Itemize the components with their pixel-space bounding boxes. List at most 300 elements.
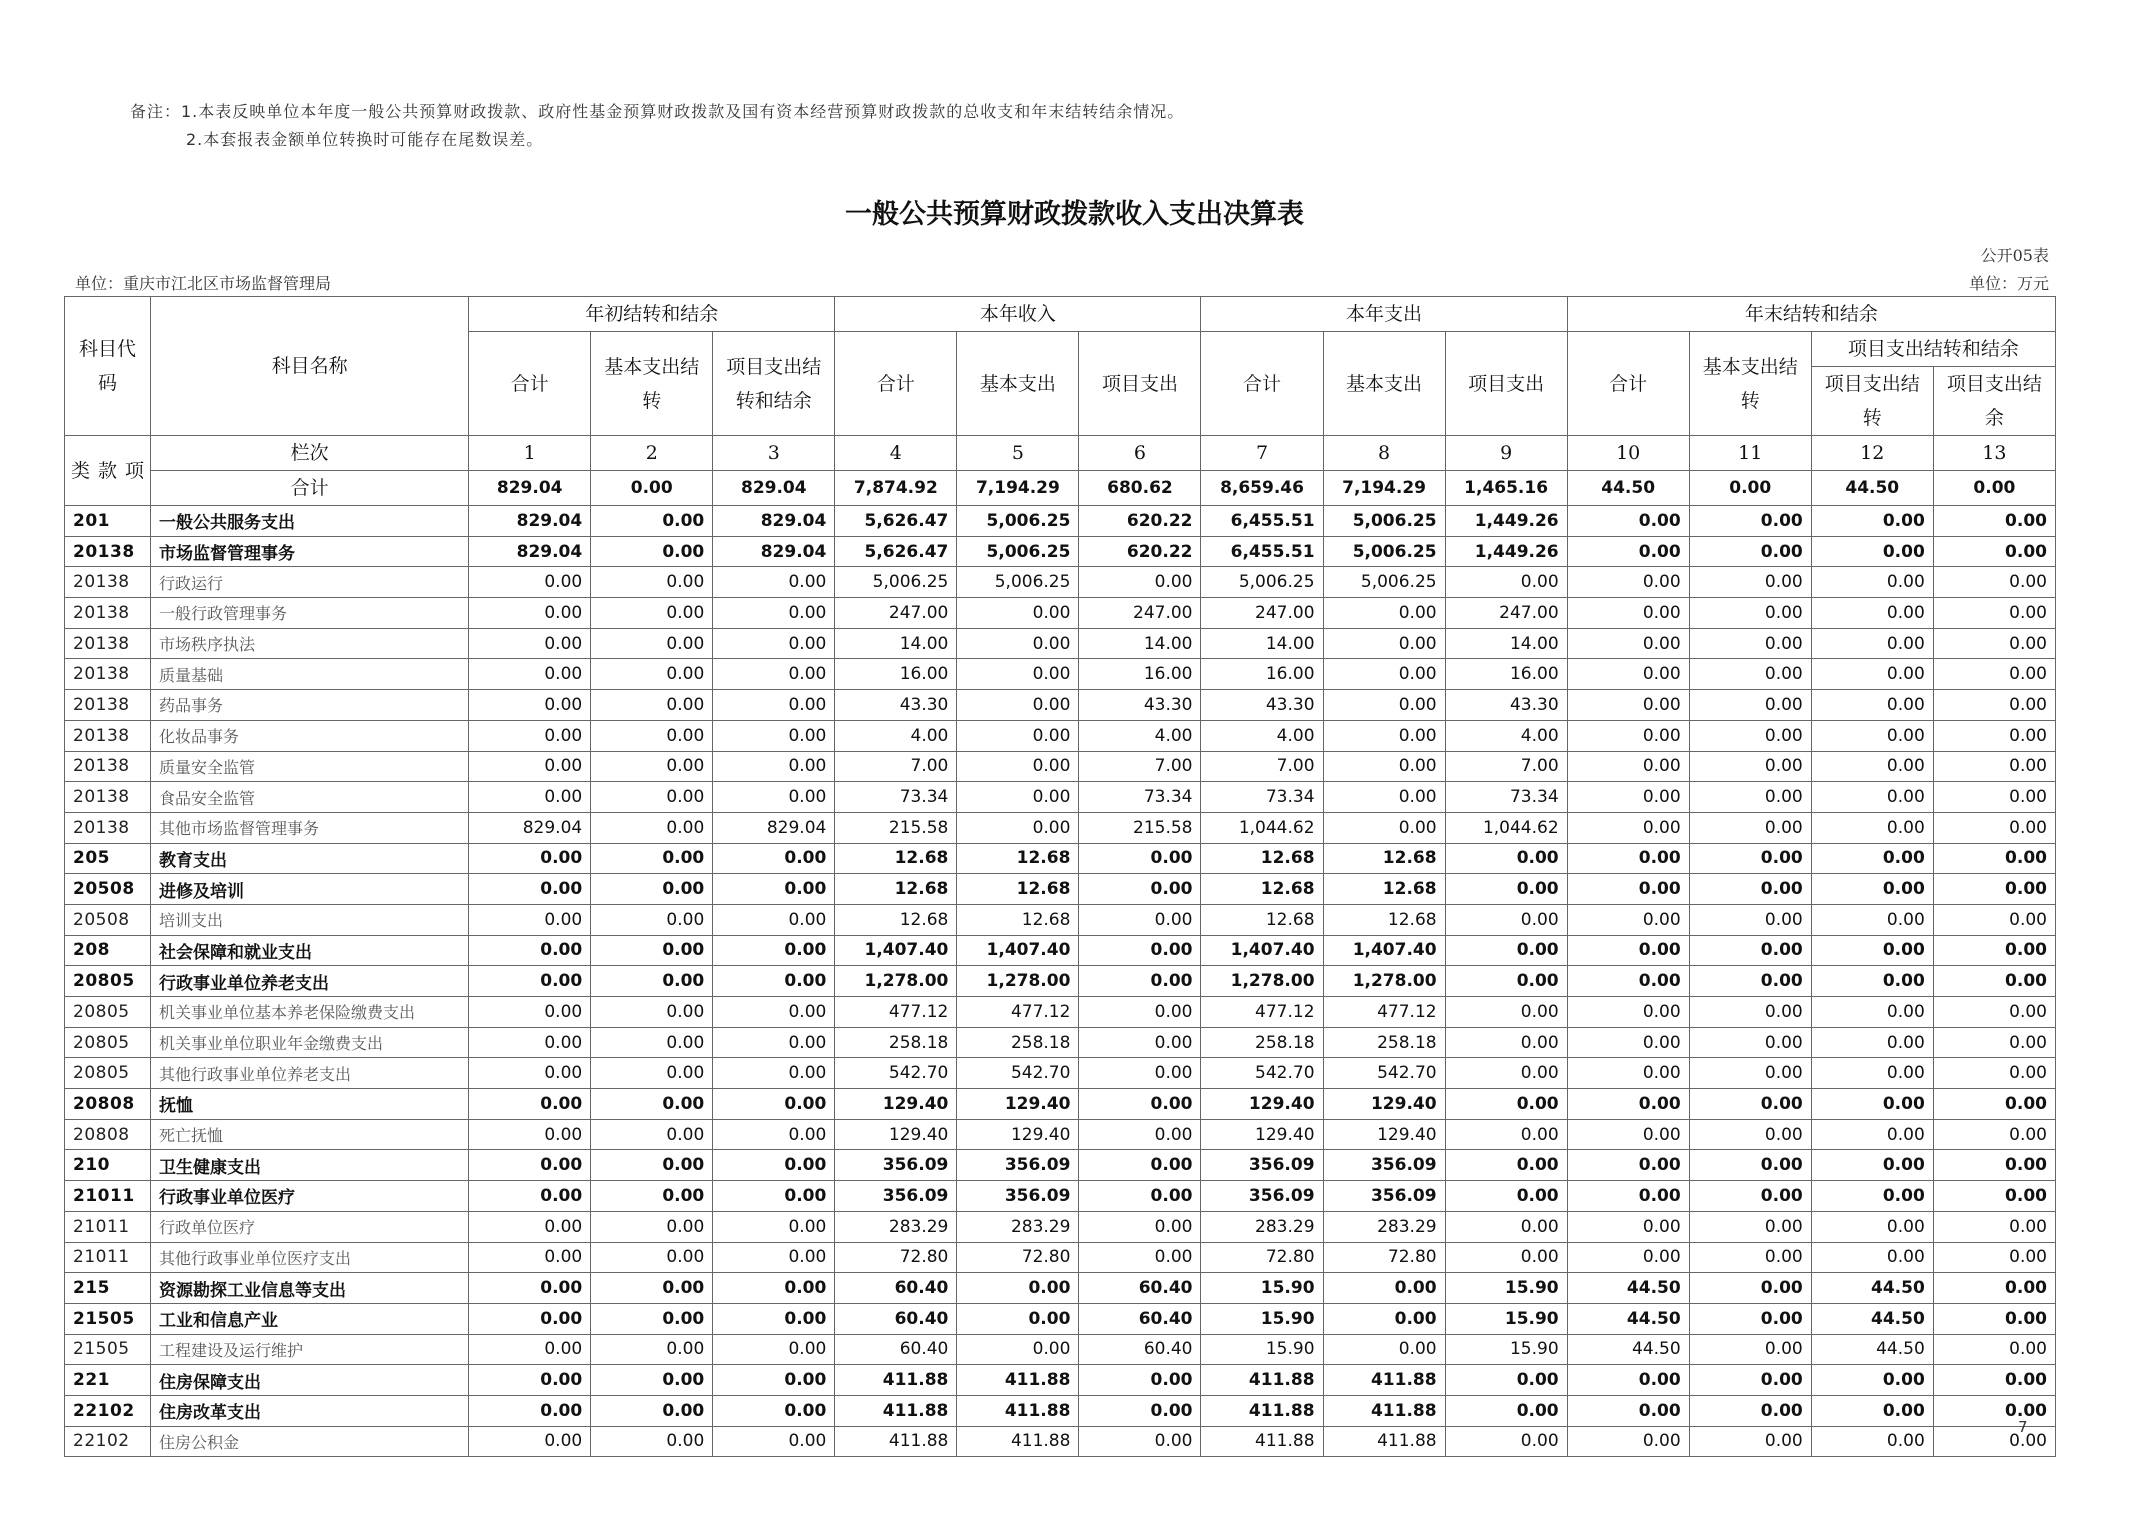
amount-cell: 1,407.40 bbox=[835, 935, 957, 966]
subject-code: 21011 bbox=[65, 1242, 151, 1273]
amount-cell: 44.50 bbox=[1567, 1273, 1689, 1304]
amount-cell: 72.80 bbox=[1201, 1242, 1323, 1273]
amount-cell: 0.00 bbox=[713, 1303, 835, 1334]
amount-cell: 0.00 bbox=[1811, 782, 1933, 813]
amount-cell: 0.00 bbox=[469, 1334, 591, 1365]
amount-cell: 43.30 bbox=[1079, 690, 1201, 721]
amount-cell: 0.00 bbox=[1933, 1027, 2055, 1058]
header-subgroup-project: 项目支出结转和结余 bbox=[1811, 332, 2055, 367]
amount-cell: 0.00 bbox=[1811, 567, 1933, 598]
amount-cell: 0.00 bbox=[591, 1334, 713, 1365]
amount-cell: 6,455.51 bbox=[1201, 536, 1323, 567]
amount-cell: 0.00 bbox=[1811, 1089, 1933, 1120]
amount-cell: 0.00 bbox=[591, 1150, 713, 1181]
amount-cell: 0.00 bbox=[1445, 1242, 1567, 1273]
amount-cell: 0.00 bbox=[1811, 628, 1933, 659]
label-kuan: 款 bbox=[98, 459, 118, 482]
amount-cell: 0.00 bbox=[1933, 874, 2055, 905]
subject-code: 21505 bbox=[65, 1303, 151, 1334]
amount-cell: 0.00 bbox=[713, 843, 835, 874]
amount-cell: 0.00 bbox=[1445, 1365, 1567, 1396]
amount-cell: 44.50 bbox=[1811, 1273, 1933, 1304]
column-number: 7 bbox=[1201, 436, 1323, 471]
column-number-row bbox=[65, 436, 2056, 471]
amount-cell: 12.68 bbox=[1323, 904, 1445, 935]
amount-cell: 0.00 bbox=[1079, 1365, 1201, 1396]
amount-cell: 0.00 bbox=[1933, 1211, 2055, 1242]
amount-cell: 12.68 bbox=[1323, 843, 1445, 874]
amount-cell: 0.00 bbox=[1445, 1181, 1567, 1212]
amount-cell: 0.00 bbox=[1811, 812, 1933, 843]
subject-code: 22102 bbox=[65, 1395, 151, 1426]
amount-cell: 0.00 bbox=[1567, 536, 1689, 567]
amount-cell: 15.90 bbox=[1201, 1273, 1323, 1304]
amount-cell: 72.80 bbox=[957, 1242, 1079, 1273]
amount-cell: 0.00 bbox=[1567, 1211, 1689, 1242]
amount-cell: 0.00 bbox=[1567, 997, 1689, 1028]
amount-cell: 43.30 bbox=[1445, 690, 1567, 721]
total-value: 0.00 bbox=[1933, 471, 2055, 506]
subject-code: 21011 bbox=[65, 1211, 151, 1242]
subject-code: 20138 bbox=[65, 720, 151, 751]
subject-name: 进修及培训 bbox=[151, 874, 469, 905]
total-value: 829.04 bbox=[469, 471, 591, 506]
amount-cell: 0.00 bbox=[591, 1058, 713, 1089]
subject-code: 20508 bbox=[65, 874, 151, 905]
table-row bbox=[65, 1181, 2056, 1212]
amount-cell: 0.00 bbox=[591, 782, 713, 813]
amount-cell: 0.00 bbox=[1811, 1365, 1933, 1396]
amount-cell: 0.00 bbox=[1079, 1242, 1201, 1273]
amount-cell: 0.00 bbox=[1567, 628, 1689, 659]
amount-cell: 129.40 bbox=[835, 1119, 957, 1150]
amount-cell: 1,278.00 bbox=[835, 966, 957, 997]
amount-cell: 283.29 bbox=[1323, 1211, 1445, 1242]
subject-name: 培训支出 bbox=[151, 904, 469, 935]
amount-cell: 1,044.62 bbox=[1445, 812, 1567, 843]
subject-name: 其他行政事业单位养老支出 bbox=[151, 1058, 469, 1089]
amount-cell: 0.00 bbox=[1079, 874, 1201, 905]
amount-cell: 5,006.25 bbox=[835, 567, 957, 598]
amount-cell: 6,455.51 bbox=[1201, 506, 1323, 537]
subject-code: 21011 bbox=[65, 1181, 151, 1212]
amount-cell: 0.00 bbox=[1689, 598, 1811, 629]
subject-code: 205 bbox=[65, 843, 151, 874]
subject-name: 卫生健康支出 bbox=[151, 1150, 469, 1181]
amount-cell: 0.00 bbox=[713, 782, 835, 813]
amount-cell: 0.00 bbox=[1567, 782, 1689, 813]
subject-name: 行政事业单位医疗 bbox=[151, 1181, 469, 1212]
amount-cell: 0.00 bbox=[591, 567, 713, 598]
amount-cell: 0.00 bbox=[1933, 690, 2055, 721]
amount-cell: 5,006.25 bbox=[1323, 536, 1445, 567]
amount-cell: 215.58 bbox=[835, 812, 957, 843]
amount-cell: 60.40 bbox=[1079, 1334, 1201, 1365]
subject-code: 201 bbox=[65, 506, 151, 537]
subject-code: 22102 bbox=[65, 1426, 151, 1457]
amount-cell: 16.00 bbox=[1201, 659, 1323, 690]
header-basic-carry: 基本支出结转 bbox=[591, 332, 713, 436]
amount-cell: 1,449.26 bbox=[1445, 506, 1567, 537]
amount-cell: 0.00 bbox=[713, 1150, 835, 1181]
subject-name: 市场秩序执法 bbox=[151, 628, 469, 659]
header-group-income: 本年收入 bbox=[835, 297, 1201, 332]
amount-cell: 0.00 bbox=[591, 1303, 713, 1334]
amount-cell: 0.00 bbox=[1811, 1395, 1933, 1426]
total-row bbox=[65, 471, 2056, 506]
amount-cell: 411.88 bbox=[1323, 1395, 1445, 1426]
amount-cell: 0.00 bbox=[1323, 1273, 1445, 1304]
amount-cell: 0.00 bbox=[1689, 1395, 1811, 1426]
subject-name: 死亡抚恤 bbox=[151, 1119, 469, 1150]
column-number: 2 bbox=[591, 436, 713, 471]
amount-cell: 129.40 bbox=[1201, 1089, 1323, 1120]
amount-cell: 0.00 bbox=[1933, 1181, 2055, 1212]
amount-cell: 829.04 bbox=[713, 812, 835, 843]
amount-cell: 0.00 bbox=[957, 751, 1079, 782]
table-row bbox=[65, 1395, 2056, 1426]
amount-cell: 4.00 bbox=[1079, 720, 1201, 751]
total-value: 0.00 bbox=[1689, 471, 1811, 506]
amount-cell: 0.00 bbox=[469, 1242, 591, 1273]
amount-cell: 0.00 bbox=[1933, 904, 2055, 935]
subject-name: 食品安全监管 bbox=[151, 782, 469, 813]
amount-cell: 0.00 bbox=[1445, 1027, 1567, 1058]
amount-cell: 356.09 bbox=[1323, 1181, 1445, 1212]
subject-name: 住房保障支出 bbox=[151, 1365, 469, 1396]
table-row bbox=[65, 628, 2056, 659]
amount-cell: 0.00 bbox=[1567, 1242, 1689, 1273]
amount-cell: 0.00 bbox=[1689, 628, 1811, 659]
amount-cell: 0.00 bbox=[1323, 751, 1445, 782]
amount-cell: 829.04 bbox=[469, 536, 591, 567]
amount-cell: 0.00 bbox=[1567, 1058, 1689, 1089]
amount-cell: 15.90 bbox=[1445, 1303, 1567, 1334]
amount-cell: 12.68 bbox=[1201, 904, 1323, 935]
total-value: 680.62 bbox=[1079, 471, 1201, 506]
table-row bbox=[65, 598, 2056, 629]
amount-cell: 0.00 bbox=[591, 659, 713, 690]
amount-cell: 411.88 bbox=[957, 1395, 1079, 1426]
subject-code: 20138 bbox=[65, 782, 151, 813]
amount-cell: 0.00 bbox=[591, 935, 713, 966]
amount-cell: 7.00 bbox=[1201, 751, 1323, 782]
amount-cell: 0.00 bbox=[1689, 966, 1811, 997]
column-number: 11 bbox=[1689, 436, 1811, 471]
amount-cell: 0.00 bbox=[591, 506, 713, 537]
amount-cell: 0.00 bbox=[1567, 567, 1689, 598]
column-number: 1 bbox=[469, 436, 591, 471]
amount-cell: 0.00 bbox=[1811, 997, 1933, 1028]
amount-cell: 0.00 bbox=[591, 1181, 713, 1212]
amount-cell: 0.00 bbox=[591, 628, 713, 659]
header-total: 合计 bbox=[469, 332, 591, 436]
subject-code: 20138 bbox=[65, 690, 151, 721]
table-row bbox=[65, 1089, 2056, 1120]
amount-cell: 73.34 bbox=[1201, 782, 1323, 813]
subject-name: 社会保障和就业支出 bbox=[151, 935, 469, 966]
amount-cell: 44.50 bbox=[1567, 1303, 1689, 1334]
amount-cell: 0.00 bbox=[1689, 506, 1811, 537]
subject-name: 行政运行 bbox=[151, 567, 469, 598]
subject-code: 20138 bbox=[65, 598, 151, 629]
amount-cell: 1,278.00 bbox=[1323, 966, 1445, 997]
amount-cell: 0.00 bbox=[591, 1242, 713, 1273]
subject-name: 资源勘探工业信息等支出 bbox=[151, 1273, 469, 1304]
amount-cell: 0.00 bbox=[1079, 1058, 1201, 1089]
amount-cell: 0.00 bbox=[591, 1089, 713, 1120]
amount-cell: 129.40 bbox=[1323, 1119, 1445, 1150]
subject-name: 住房公积金 bbox=[151, 1426, 469, 1457]
amount-cell: 7.00 bbox=[1445, 751, 1567, 782]
table-row bbox=[65, 1211, 2056, 1242]
amount-cell: 477.12 bbox=[1323, 997, 1445, 1028]
amount-cell: 60.40 bbox=[835, 1334, 957, 1365]
amount-cell: 0.00 bbox=[713, 904, 835, 935]
amount-cell: 0.00 bbox=[1567, 720, 1689, 751]
amount-cell: 1,407.40 bbox=[957, 935, 1079, 966]
amount-cell: 411.88 bbox=[835, 1395, 957, 1426]
amount-cell: 0.00 bbox=[591, 997, 713, 1028]
amount-cell: 129.40 bbox=[1323, 1089, 1445, 1120]
amount-cell: 0.00 bbox=[1933, 598, 2055, 629]
amount-cell: 247.00 bbox=[1445, 598, 1567, 629]
amount-cell: 0.00 bbox=[1689, 1334, 1811, 1365]
amount-cell: 12.68 bbox=[957, 904, 1079, 935]
amount-cell: 0.00 bbox=[1689, 751, 1811, 782]
subject-code: 20138 bbox=[65, 751, 151, 782]
amount-cell: 0.00 bbox=[957, 628, 1079, 659]
amount-cell: 12.68 bbox=[1323, 874, 1445, 905]
table-row bbox=[65, 874, 2056, 905]
table-row bbox=[65, 1334, 2056, 1365]
amount-cell: 5,006.25 bbox=[1323, 567, 1445, 598]
amount-cell: 0.00 bbox=[1933, 567, 2055, 598]
amount-cell: 14.00 bbox=[1079, 628, 1201, 659]
amount-cell: 0.00 bbox=[1567, 812, 1689, 843]
column-number: 4 bbox=[835, 436, 957, 471]
amount-cell: 542.70 bbox=[957, 1058, 1079, 1089]
amount-cell: 1,278.00 bbox=[957, 966, 1079, 997]
amount-cell: 258.18 bbox=[957, 1027, 1079, 1058]
subject-code: 20508 bbox=[65, 904, 151, 935]
amount-cell: 0.00 bbox=[1689, 720, 1811, 751]
subject-code: 20138 bbox=[65, 536, 151, 567]
amount-cell: 0.00 bbox=[1811, 506, 1933, 537]
amount-cell: 215.58 bbox=[1079, 812, 1201, 843]
amount-cell: 0.00 bbox=[1323, 782, 1445, 813]
amount-cell: 12.68 bbox=[1201, 874, 1323, 905]
amount-cell: 0.00 bbox=[1567, 1181, 1689, 1212]
header-project: 项目支出 bbox=[1079, 332, 1201, 436]
amount-cell: 411.88 bbox=[1201, 1395, 1323, 1426]
amount-cell: 7.00 bbox=[835, 751, 957, 782]
amount-cell: 43.30 bbox=[1201, 690, 1323, 721]
table-row bbox=[65, 997, 2056, 1028]
amount-cell: 1,044.62 bbox=[1201, 812, 1323, 843]
amount-cell: 0.00 bbox=[957, 598, 1079, 629]
amount-cell: 356.09 bbox=[1323, 1150, 1445, 1181]
amount-cell: 258.18 bbox=[835, 1027, 957, 1058]
amount-cell: 0.00 bbox=[1933, 720, 2055, 751]
amount-cell: 411.88 bbox=[957, 1426, 1079, 1457]
header-basic-carry: 基本支出结转 bbox=[1689, 332, 1811, 436]
subject-code: 20805 bbox=[65, 966, 151, 997]
amount-cell: 0.00 bbox=[469, 659, 591, 690]
subject-code: 20805 bbox=[65, 997, 151, 1028]
amount-cell: 0.00 bbox=[1445, 874, 1567, 905]
column-number: 6 bbox=[1079, 436, 1201, 471]
amount-cell: 0.00 bbox=[591, 1211, 713, 1242]
amount-cell: 0.00 bbox=[1567, 966, 1689, 997]
amount-cell: 0.00 bbox=[1933, 1426, 2055, 1457]
subject-code: 20138 bbox=[65, 567, 151, 598]
amount-cell: 0.00 bbox=[1567, 843, 1689, 874]
amount-cell: 0.00 bbox=[469, 720, 591, 751]
amount-cell: 247.00 bbox=[1079, 598, 1201, 629]
amount-cell: 356.09 bbox=[835, 1181, 957, 1212]
total-value: 44.50 bbox=[1567, 471, 1689, 506]
amount-cell: 0.00 bbox=[591, 536, 713, 567]
table-header bbox=[65, 297, 2056, 506]
label-lei: 类 bbox=[71, 459, 91, 482]
amount-cell: 0.00 bbox=[1933, 1365, 2055, 1396]
amount-cell: 44.50 bbox=[1811, 1303, 1933, 1334]
amount-cell: 5,626.47 bbox=[835, 536, 957, 567]
amount-cell: 129.40 bbox=[957, 1089, 1079, 1120]
total-label: 合计 bbox=[151, 471, 469, 506]
amount-cell: 5,626.47 bbox=[835, 506, 957, 537]
amount-cell: 0.00 bbox=[713, 1089, 835, 1120]
subject-name: 行政单位医疗 bbox=[151, 1211, 469, 1242]
amount-cell: 5,006.25 bbox=[1201, 567, 1323, 598]
amount-cell: 283.29 bbox=[1201, 1211, 1323, 1242]
amount-cell: 0.00 bbox=[469, 628, 591, 659]
table-row bbox=[65, 966, 2056, 997]
amount-cell: 15.90 bbox=[1201, 1303, 1323, 1334]
amount-cell: 0.00 bbox=[713, 997, 835, 1028]
amount-cell: 129.40 bbox=[957, 1119, 1079, 1150]
amount-cell: 0.00 bbox=[469, 1089, 591, 1120]
table-row bbox=[65, 1027, 2056, 1058]
amount-cell: 60.40 bbox=[835, 1303, 957, 1334]
subject-code: 20805 bbox=[65, 1058, 151, 1089]
amount-cell: 0.00 bbox=[1567, 1150, 1689, 1181]
amount-cell: 0.00 bbox=[1811, 536, 1933, 567]
amount-cell: 0.00 bbox=[1079, 904, 1201, 935]
total-value: 8,659.46 bbox=[1201, 471, 1323, 506]
amount-cell: 0.00 bbox=[713, 1058, 835, 1089]
table-row bbox=[65, 1058, 2056, 1089]
amount-cell: 0.00 bbox=[1445, 904, 1567, 935]
amount-cell: 0.00 bbox=[713, 598, 835, 629]
amount-cell: 0.00 bbox=[1567, 598, 1689, 629]
amount-cell: 0.00 bbox=[1445, 935, 1567, 966]
amount-cell: 73.34 bbox=[1079, 782, 1201, 813]
column-number: 9 bbox=[1445, 436, 1567, 471]
total-value: 7,194.29 bbox=[1323, 471, 1445, 506]
subject-name: 化妆品事务 bbox=[151, 720, 469, 751]
amount-cell: 0.00 bbox=[713, 935, 835, 966]
amount-cell: 0.00 bbox=[1079, 1150, 1201, 1181]
amount-cell: 0.00 bbox=[1933, 628, 2055, 659]
amount-cell: 0.00 bbox=[469, 690, 591, 721]
amount-cell: 0.00 bbox=[1933, 935, 2055, 966]
amount-cell: 0.00 bbox=[469, 1181, 591, 1212]
amount-cell: 1,449.26 bbox=[1445, 536, 1567, 567]
amount-cell: 0.00 bbox=[1933, 1395, 2055, 1426]
amount-cell: 0.00 bbox=[1811, 904, 1933, 935]
amount-cell: 0.00 bbox=[591, 904, 713, 935]
amount-cell: 0.00 bbox=[713, 966, 835, 997]
amount-cell: 0.00 bbox=[591, 1119, 713, 1150]
amount-cell: 60.40 bbox=[1079, 1273, 1201, 1304]
amount-cell: 7.00 bbox=[1079, 751, 1201, 782]
amount-cell: 0.00 bbox=[957, 1303, 1079, 1334]
subject-name: 药品事务 bbox=[151, 690, 469, 721]
amount-cell: 0.00 bbox=[469, 1426, 591, 1457]
amount-cell: 0.00 bbox=[1689, 567, 1811, 598]
amount-cell: 0.00 bbox=[1323, 659, 1445, 690]
subject-code: 215 bbox=[65, 1273, 151, 1304]
amount-cell: 0.00 bbox=[1079, 997, 1201, 1028]
amount-cell: 0.00 bbox=[591, 751, 713, 782]
amount-cell: 0.00 bbox=[469, 874, 591, 905]
amount-cell: 0.00 bbox=[1323, 812, 1445, 843]
amount-cell: 0.00 bbox=[591, 1273, 713, 1304]
subject-code: 210 bbox=[65, 1150, 151, 1181]
amount-cell: 829.04 bbox=[469, 812, 591, 843]
table-row bbox=[65, 1273, 2056, 1304]
amount-cell: 0.00 bbox=[591, 874, 713, 905]
amount-cell: 0.00 bbox=[713, 874, 835, 905]
subject-name: 工程建设及运行维护 bbox=[151, 1334, 469, 1365]
table-row bbox=[65, 536, 2056, 567]
subject-name: 一般行政管理事务 bbox=[151, 598, 469, 629]
amount-cell: 0.00 bbox=[957, 1273, 1079, 1304]
amount-cell: 0.00 bbox=[469, 1303, 591, 1334]
amount-cell: 0.00 bbox=[591, 1426, 713, 1457]
amount-cell: 0.00 bbox=[1811, 843, 1933, 874]
amount-cell: 0.00 bbox=[1567, 1395, 1689, 1426]
amount-cell: 356.09 bbox=[957, 1150, 1079, 1181]
amount-cell: 0.00 bbox=[713, 1119, 835, 1150]
subject-name: 抚恤 bbox=[151, 1089, 469, 1120]
amount-cell: 0.00 bbox=[591, 966, 713, 997]
amount-cell: 73.34 bbox=[1445, 782, 1567, 813]
amount-cell: 0.00 bbox=[469, 1395, 591, 1426]
amount-cell: 0.00 bbox=[1933, 659, 2055, 690]
table-row bbox=[65, 1303, 2056, 1334]
amount-cell: 0.00 bbox=[713, 1242, 835, 1273]
table-row bbox=[65, 720, 2056, 751]
amount-cell: 12.68 bbox=[957, 874, 1079, 905]
subject-name: 教育支出 bbox=[151, 843, 469, 874]
table-row bbox=[65, 1426, 2056, 1457]
amount-cell: 0.00 bbox=[1689, 1150, 1811, 1181]
amount-cell: 0.00 bbox=[1689, 1273, 1811, 1304]
notes bbox=[130, 98, 1184, 154]
amount-cell: 4.00 bbox=[835, 720, 957, 751]
amount-cell: 356.09 bbox=[835, 1150, 957, 1181]
amount-cell: 0.00 bbox=[713, 1273, 835, 1304]
amount-cell: 0.00 bbox=[1811, 1426, 1933, 1457]
amount-cell: 4.00 bbox=[1201, 720, 1323, 751]
amount-cell: 542.70 bbox=[1201, 1058, 1323, 1089]
amount-cell: 0.00 bbox=[1689, 1426, 1811, 1457]
amount-cell: 0.00 bbox=[1567, 690, 1689, 721]
amount-cell: 0.00 bbox=[713, 628, 835, 659]
